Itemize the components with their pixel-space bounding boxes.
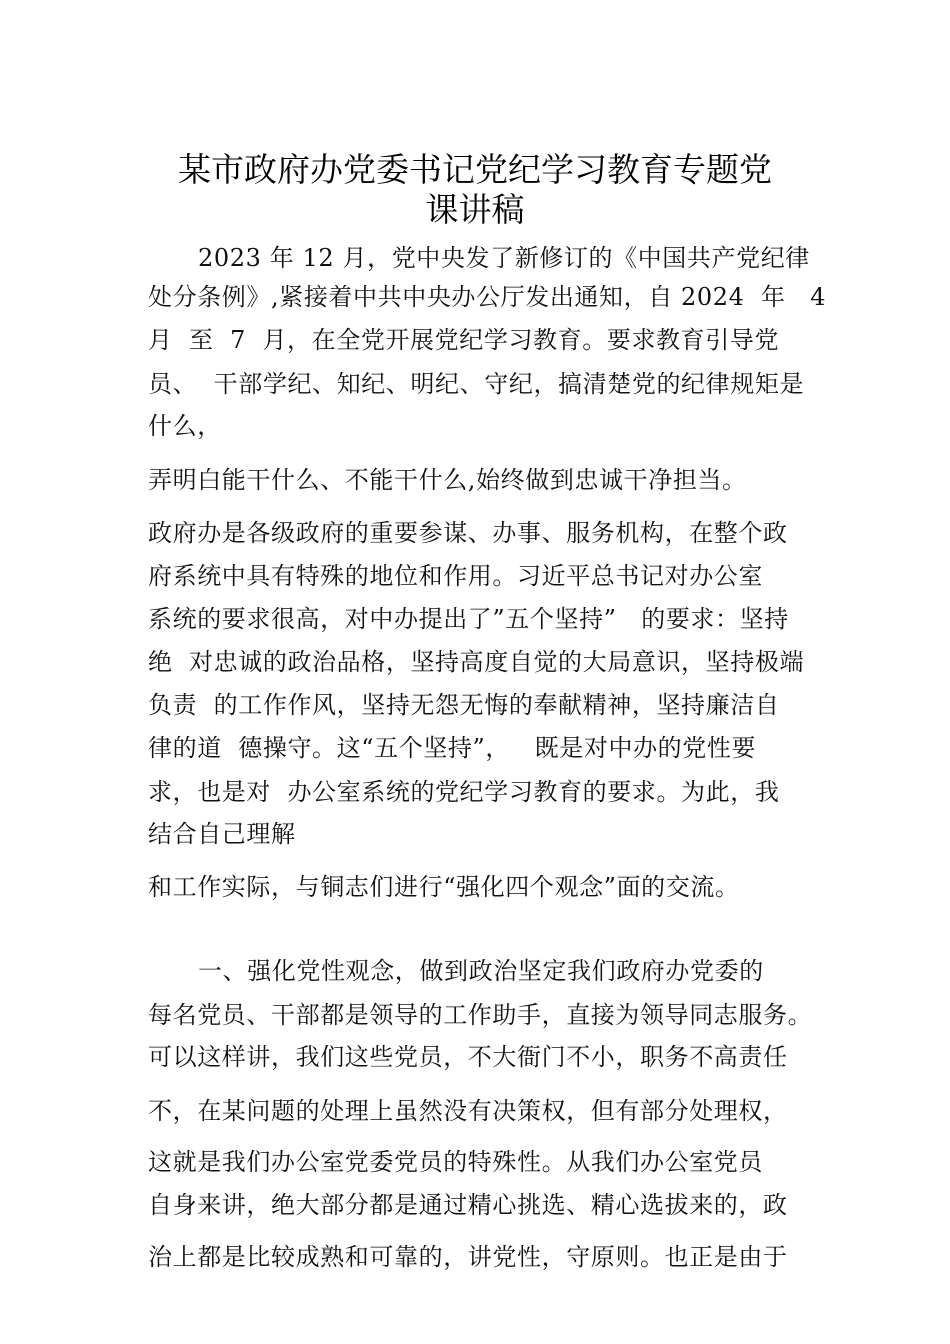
body-line: 求，也是对 办公室系统的党纪学习教育的要求。为此，我 [148,778,780,806]
body-line: 政府办是各级政府的重要参谋、办事、服务机构，在整个政 [148,519,788,547]
body-line: 员、 干部学纪、知纪、明纪、守纪，搞清楚党的纪律规矩是 [148,370,805,398]
document-title-line-2: 课讲稿 [425,190,525,229]
body-line: 和工作实际，与铜志们进行“强化四个观念”面的交流。 [148,873,740,901]
body-line: 2023 年 12 月，党中央发了新修订的《中国共产党纪律 [198,244,810,272]
body-line: 律的道 德操守。这“五个坚持”， 既是对中办的党性要 [148,734,757,762]
body-line: 不，在某问题的处理上虽然没有决策权，但有部分处理权， [148,1097,788,1125]
body-line: 结合自己理解 [148,820,296,848]
body-line: 负责 的工作作风，坚持无怨无悔的奉献精神，坚持廉洁自 [148,691,780,719]
body-line: 可以这样讲，我们这些党员，不大衙门不小，职务不高责任 [148,1043,788,1071]
body-line: 这就是我们办公室党委党员的特殊性。从我们办公室党员 [148,1148,763,1176]
body-line: 弄明白能干什么、不能干什么,始终做到忠诚干净担当。 [148,466,747,494]
body-line: 自身来讲，绝大部分都是通过精心挑选、精心选拔来的，政 [148,1191,788,1219]
body-line: 绝 对忠诚的政治品格，坚持高度自觉的大局意识，坚持极端 [148,648,805,676]
body-line: 系统的要求很高，对中办提出了”五个坚持” 的要求：坚持 [148,605,789,633]
body-line: 府系统中具有特殊的地位和作用。习近平总书记对办公室 [148,562,763,590]
body-line: 月 至 7 月，在全党开展党纪学习教育。要求教育引导党 [148,326,780,354]
body-line: 每名党员、干部都是领导的工作助手，直接为领导同志服务。 [148,1001,813,1029]
section-heading-line: 一、强化党性观念，做到政治坚定我们政府办党委的 [198,957,764,985]
body-line: 处分条例》,紧接着中共中央办公厅发出通知，自 2024 年 4 [148,283,827,311]
body-line: 治上都是比较成熟和可靠的，讲党性，守原则。也正是由于 [148,1243,788,1271]
body-line: 什么， [148,412,222,440]
document-title-line-1: 某市政府办党委书记党纪学习教育专题党 [178,150,772,189]
